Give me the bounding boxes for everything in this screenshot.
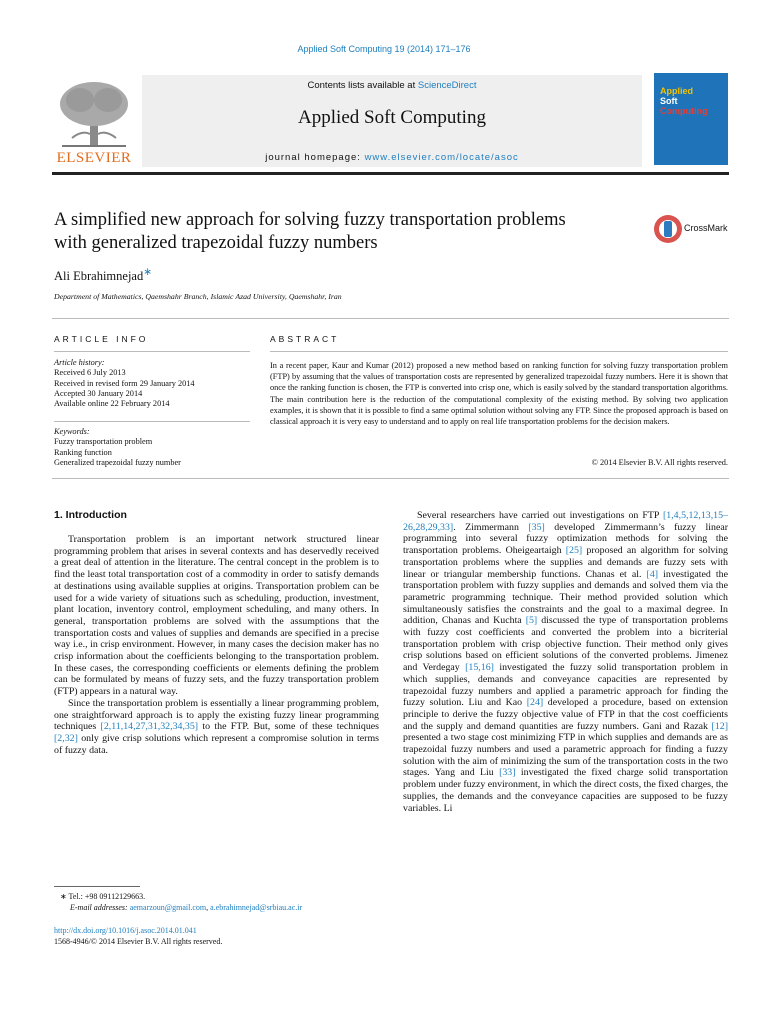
history-label: Article history: — [54, 358, 105, 367]
affiliation: Department of Mathematics, Qaemshahr Branch, Islamic Azad University, Qaemshahr, Iran — [54, 292, 342, 301]
info-heading-rule — [54, 351, 250, 352]
right-column — [403, 510, 728, 814]
citation-link[interactable]: [35] — [528, 521, 545, 533]
abstract-heading-rule — [270, 351, 728, 352]
intro-paragraph-2 — [54, 698, 379, 757]
contents-prefix: Contents lists available at — [307, 80, 418, 91]
history-received: Received 6 July 2013 — [54, 368, 126, 378]
article-title — [54, 209, 644, 255]
citation-link[interactable]: [1,4,5,12,13,15–26,28,29,33] — [403, 510, 728, 533]
header-rule — [52, 172, 729, 175]
info-top-rule — [52, 318, 729, 319]
journal-name: Applied Soft Computing — [298, 107, 486, 128]
citation-link[interactable]: [2,11,14,27,31,32,34,35] — [100, 721, 199, 733]
keyword-item: Fuzzy transportation problem — [54, 437, 153, 447]
email-label: E-mail addresses: — [70, 902, 130, 912]
abstract-copyright: © 2014 Elsevier B.V. All rights reserved. — [591, 458, 728, 467]
history-revised: Received in revised form 29 January 2014 — [54, 378, 195, 388]
citation-link[interactable]: [24] — [526, 697, 544, 709]
text-run: Since the transportation problem is essentially a linear programming problem, one straightforward approach is to apply the existing fuzzy linear programming techniques — [54, 697, 379, 733]
text-run: developed Zimmermann’s fuzzy linear programming into several fuzzy optimization methods for solving the transportation problems. Oheigeartaigh — [403, 521, 728, 557]
abstract-text: In a recent paper, Kaur and Kumar (2012) proposed a new method based on ranking function for solving fuzzy transportation problem (FTP) by assuming that the values of transportation costs are represented by generalized trapezoidal fuzzy numbers. Here it is shown that once the ranking function is chosen, the FTP is converted into crisp one, which is easily solved by the standard transportation algorithms. The main contribution here is the reduction of the computational complexity of the existing method. By solving two application examples, it is shown that it is possible to find a same optimal solution without solving any FTP. Since the proposed approach is based on classical approach it is very easy to understand and to apply on real life transportation problems for the decision makers. — [270, 361, 728, 427]
text-run: proposed an algorithm for solving transportation problems where the supplies and demands are fuzzy sets with linear or triangular membership functions. Chanas et al. — [403, 545, 728, 580]
elsevier-wordmark: ELSEVIER — [56, 150, 132, 166]
keyword-item: Generalized trapezoidal fuzzy number — [54, 457, 181, 467]
cover-line-1: Applied — [660, 86, 693, 96]
text-run: developed a procedure, based on extension principle to derive the fuzzy objective value of FTP in that the cost coefficients and the supply and demand quantities are fuzzy numbers. Gani and Razak — [403, 697, 728, 732]
history-accepted: Accepted 30 January 2014 — [54, 388, 143, 398]
cover-line-3: Computing — [660, 106, 708, 116]
keywords-rule — [54, 421, 250, 422]
author-name: Ali Ebrahimnejad — [54, 269, 144, 284]
section-heading-introduction: 1. Introduction — [54, 509, 127, 521]
crossmark-icon — [653, 214, 683, 244]
crossmark-label: CrossMark — [684, 223, 728, 233]
crossmark-badge[interactable] — [653, 214, 731, 244]
text-run: to the FTP. But, some of these techniques — [198, 721, 379, 733]
homepage-link[interactable]: www.elsevier.com/locate/asoc — [364, 152, 519, 163]
doi-link[interactable]: http://dx.doi.org/10.1016/j.asoc.2014.01.041 — [54, 926, 197, 935]
text-run: investigated the transportation problem with fuzzy supplies and demands and solved them via the parametric programming technique. Their method provided solution which simultaneously satisfies the constraints and the goal to a maximal degree. In addition, Chanas and Kuchta — [403, 568, 728, 627]
cover-title — [660, 86, 724, 116]
left-column — [54, 534, 379, 756]
citation-link[interactable]: [15,16] — [465, 662, 494, 674]
abstract-bottom-rule — [52, 478, 729, 479]
history-online: Available online 22 February 2014 — [54, 399, 170, 409]
citation-link[interactable]: [4] — [646, 568, 659, 580]
footnote-email — [60, 903, 390, 914]
keywords — [54, 427, 254, 468]
homepage-line — [142, 152, 642, 163]
text-run: investigated the fuzzy solid transportation problem in which supplies, demands and conveyance capacities are represented by trapezoidal fuzzy numbers and applied a parametric approach for finding the fuzzy solution. Liu and Kao — [403, 662, 728, 709]
text-run: Several researchers have carried out investigations on FTP — [417, 510, 663, 521]
sciencedirect-link[interactable]: ScienceDirect — [417, 80, 477, 91]
title-line-2: with generalized trapezoidal fuzzy numbers — [54, 233, 378, 253]
footnote-rule — [54, 886, 140, 887]
homepage-prefix: journal homepage: — [265, 152, 365, 163]
keyword-item: Ranking function — [54, 447, 112, 457]
citation-link[interactable]: [12] — [711, 720, 728, 732]
title-line-1: A simplified new approach for solving fuzzy transportation problems — [54, 210, 566, 230]
text-run: only give crisp solutions which represent a compromise solution in terms of fuzzy data. — [54, 732, 379, 756]
keywords-label: Keywords: — [54, 427, 90, 436]
citation-link[interactable]: [33] — [499, 767, 516, 779]
email-link-1[interactable]: aemarzoun@gmail.com — [129, 902, 207, 912]
footnote — [60, 892, 390, 913]
text-run: discussed the type of transportation problems with fuzzy cost coefficients and converted the problem into a bicriterial transportation problem with crisp objective function. Their method only gives crisp solutions based on efficient solutions of the converted problems. Jimenez and Verdegay — [403, 615, 728, 674]
citation-link[interactable]: [2,32] — [54, 732, 78, 744]
article-history — [54, 358, 254, 409]
email-separator: , — [206, 902, 211, 912]
text-run: investigated the fixed charge solid transportation problem under fuzzy environment, in which the direct costs, the fixed charges, the supplies, the demands and the conveyance capacities are supposed to be fuzzy variables. Li — [403, 767, 728, 814]
citation-link[interactable]: [5] — [525, 615, 538, 627]
text-run: . Zimmermann — [453, 521, 529, 533]
intro-paragraph-3 — [403, 510, 728, 814]
contents-line — [142, 80, 642, 91]
cover-line-2: Soft — [660, 96, 678, 106]
email-link-2[interactable]: a.ebrahimnejad@srbiau.ac.ir — [210, 902, 303, 912]
article-info-heading: ARTICLE INFO — [54, 334, 149, 344]
citation-link[interactable]: [25] — [565, 545, 583, 557]
text-run: presented a two stage cost minimizing FTP in which supplies and demands are as trapezoidal fuzzy numbers and used a parametric approach for finding a fuzzy solution with the aim of minimizing the sum of the transportation costs in the two stages. Yang and Liu — [403, 732, 728, 779]
issn-line: 1568-4946/© 2014 Elsevier B.V. All rights reserved. — [54, 937, 223, 946]
author-line — [54, 266, 152, 284]
author-footnote-mark[interactable]: ∗ — [143, 267, 152, 278]
footnote-tel: ∗ Tel.: +98 09112129663. — [60, 892, 146, 901]
journal-citation[interactable]: Applied Soft Computing 19 (2014) 171–176 — [297, 44, 471, 54]
intro-paragraph-1: Transportation problem is an important network structured linear programming problem that arises in several contexts and has deservedly received a great deal of attention in the literature. The central concept in the problem is to find the least total transportation cost of a commodity in order to satisfy demands at destinations using available supplies at origins. Transportation problem can be used for a wide variety of situations such as scheduling, production, investment, plant location, inventory control, employment scheduling, and many others. In general, transportation problems are solved with the assumptions that the transportation costs and values of supplies and demands are specified in a precise way i.e., in crisp environment. However, in many cases the decision maker has no crisp information about the coefficients belonging to the transportation problem. In these cases, the corresponding coefficients or elements defining the problem can be formulated by means of fuzzy sets, and the fuzzy transportation problem (FTP) appears in a natural way. — [54, 534, 379, 698]
abstract-heading: ABSTRACT — [270, 334, 340, 344]
